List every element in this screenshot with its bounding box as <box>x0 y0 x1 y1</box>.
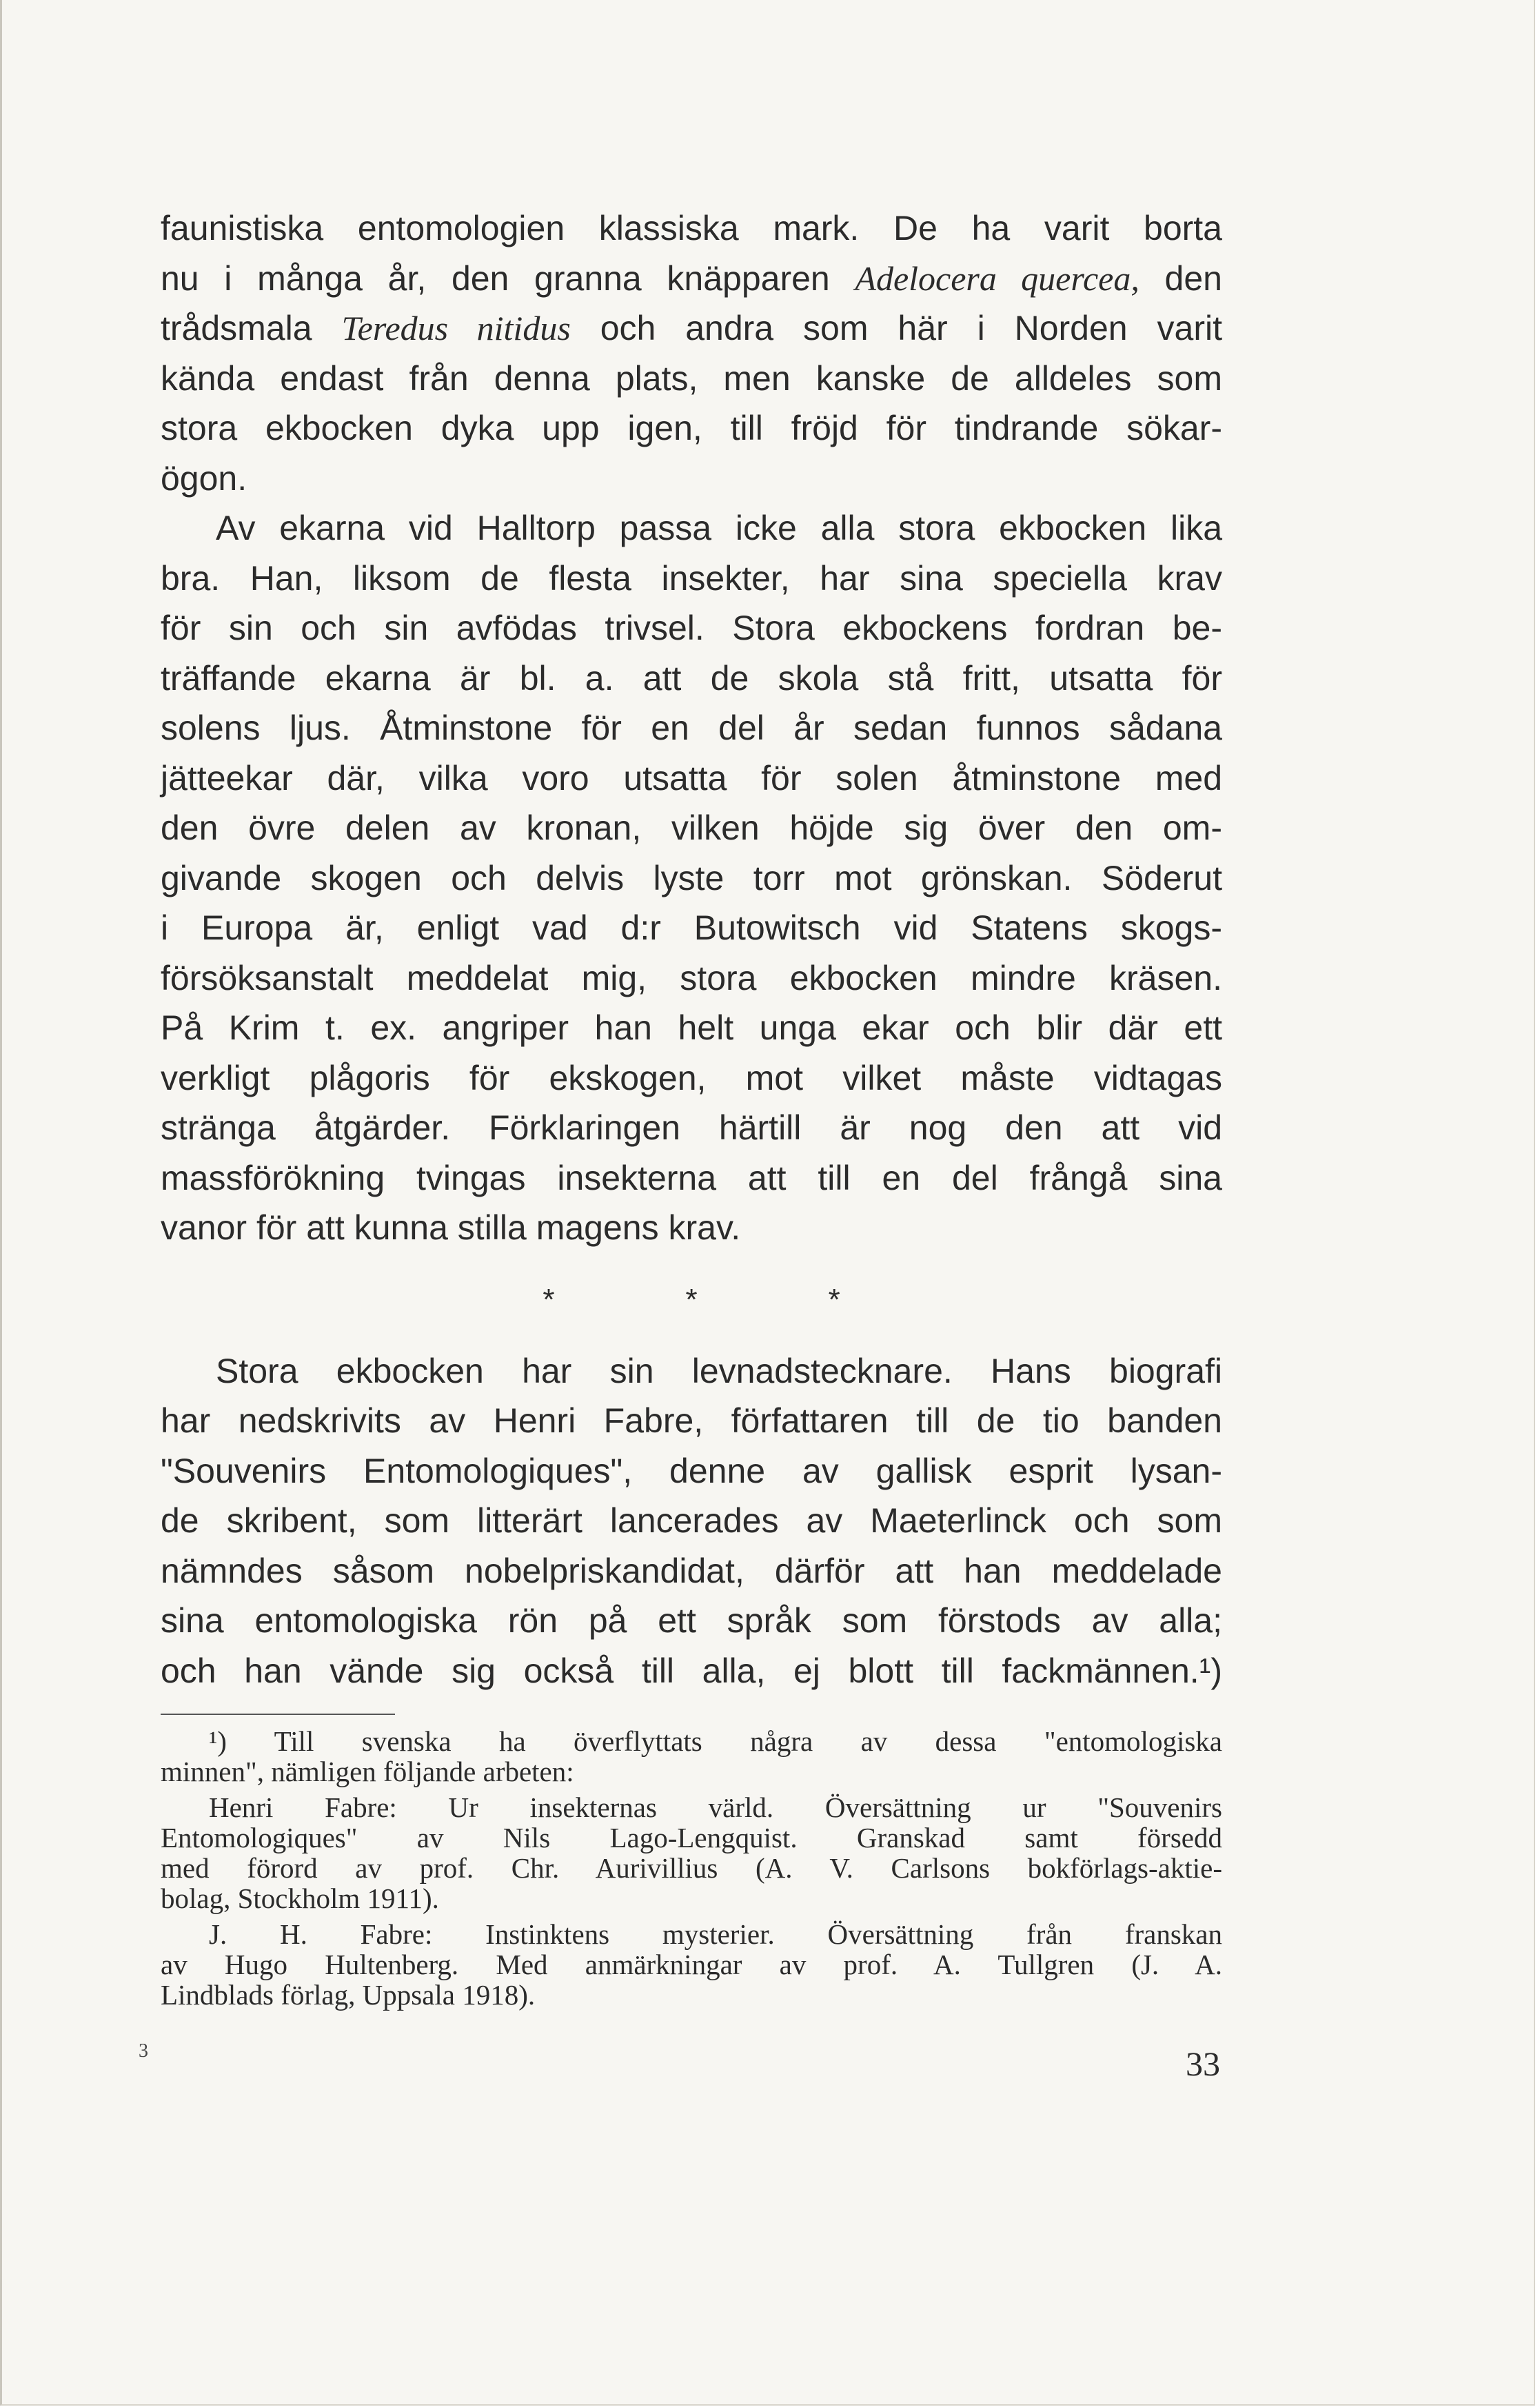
text-line: kända endast från denna plats, men kanske de alldeles som <box>161 358 1222 398</box>
text-line: nämndes såsom nobelpriskandidat, därför att han meddelade <box>161 1551 1222 1590</box>
italic-species-name: Teredus nitidus <box>341 309 571 347</box>
text-line: verkligt plågoris för ekskogen, mot vilket måste vidtagas <box>161 1058 1222 1097</box>
text-line: jätteekar där, vilka voro utsatta för solen åtminstone med <box>161 758 1222 798</box>
text-fragment: nu i många år, den granna knäpparen <box>161 258 855 298</box>
asterisk: * <box>543 1282 555 1317</box>
asterisk: * <box>828 1282 840 1317</box>
paragraph-1 <box>161 203 1222 503</box>
text-line: bra. Han, liksom de flesta insekter, har sina speciella krav <box>161 558 1222 598</box>
italic-species-name: Adelocera quercea, <box>855 258 1139 298</box>
text-line: ögon. <box>161 458 247 498</box>
footnote-line: J. H. Fabre: Instinktens mysterier. Översättning från franskan <box>209 1918 1222 1950</box>
asterisk: * <box>685 1282 698 1317</box>
text-line <box>161 254 1222 304</box>
text-line: "Souvenirs Entomologiques", denne av gallisk esprit lysan- <box>161 1451 1222 1490</box>
footnote-line: Henri Fabre: Ur insekternas värld. Översättning ur "Souvenirs <box>209 1791 1222 1823</box>
main-text <box>161 203 1222 2010</box>
text-fragment: och andra som här i Norden varit <box>570 309 1222 347</box>
footnote-line: bolag, Stockholm 1911). <box>161 1882 439 1914</box>
paragraph-2 <box>161 503 1222 1253</box>
footnote-line: med förord av prof. Chr. Aurivillius (A. V. Carlsons bokförlags-aktie- <box>161 1852 1222 1884</box>
signature-mark: 3 <box>139 2040 148 2062</box>
text-line: för sin och sin avfödas trivsel. Stora ekbockens fordran be- <box>161 609 1222 647</box>
text-line: stora ekbocken dyka upp igen, till fröjd för tindrande sökar- <box>161 409 1222 447</box>
text-line: givande skogen och delvis lyste torr mot grönskan. Söderut <box>161 858 1222 897</box>
text-line: de skribent, som litterärt lancerades av Maeterlinck och som <box>161 1501 1222 1540</box>
text-fragment: den <box>1139 258 1222 298</box>
text-line: den övre delen av kronan, vilken höjde sig över den om- <box>161 809 1222 847</box>
footnote-line: Entomologiques" av Nils Lago-Lengquist. Granskad samt försedd <box>161 1822 1222 1854</box>
text-line: Av ekarna vid Halltorp passa icke alla stora ekbocken lika <box>216 509 1222 547</box>
page-number: 33 <box>1186 2044 1220 2083</box>
footnote-line: av Hugo Hultenberg. Med anmärkningar av prof. A. Tullgren (J. A. <box>161 1949 1222 1980</box>
footnote-line: minnen", nämligen följande arbeten: <box>161 1756 574 1787</box>
text-line: massförökning tvingas insekterna att till en del frångå sina <box>161 1158 1222 1197</box>
text-line: försöksanstalt meddelat mig, stora ekbocken mindre kräsen. <box>161 958 1222 997</box>
footnote-line: Lindblads förlag, Uppsala 1918). <box>161 1979 536 2011</box>
footnote-rule <box>161 1714 395 1715</box>
text-line <box>161 303 1222 354</box>
text-line: stränga åtgärder. Förklaringen härtill är nog den att vid <box>161 1108 1222 1147</box>
text-line: faunistiska entomologien klassiska mark. De ha varit borta <box>161 209 1222 247</box>
text-line: Stora ekbocken har sin levnadstecknare. Hans biografi <box>216 1351 1222 1390</box>
text-line: sina entomologiska rön på ett språk som förstods av alla; <box>161 1601 1222 1640</box>
text-line: i Europa är, enligt vad d:r Butowitsch vid Statens skogs- <box>161 908 1222 947</box>
text-line: och han vände sig också till alla, ej blott till fackmännen.¹) <box>161 1651 1222 1690</box>
text-line: vanor för att kunna stilla magens krav. <box>161 1208 741 1247</box>
footnote-line: ¹) Till svenska ha överflyttats några av dessa "entomologiska <box>209 1725 1222 1757</box>
text-line: har nedskrivits av Henri Fabre, författaren till de tio banden <box>161 1401 1222 1440</box>
footnote <box>161 1726 1222 2010</box>
text-line: träffande ekarna är bl. a. att de skola stå fritt, utsatta för <box>161 658 1222 698</box>
section-separator <box>161 1274 1222 1326</box>
text-line: På Krim t. ex. angriper han helt unga ekar och blir där ett <box>161 1008 1222 1047</box>
text-line: solens ljus. Åtminstone för en del år sedan funnos sådana <box>161 709 1222 747</box>
paragraph-3 <box>161 1346 1222 1696</box>
text-fragment: trådsmala <box>161 309 342 347</box>
